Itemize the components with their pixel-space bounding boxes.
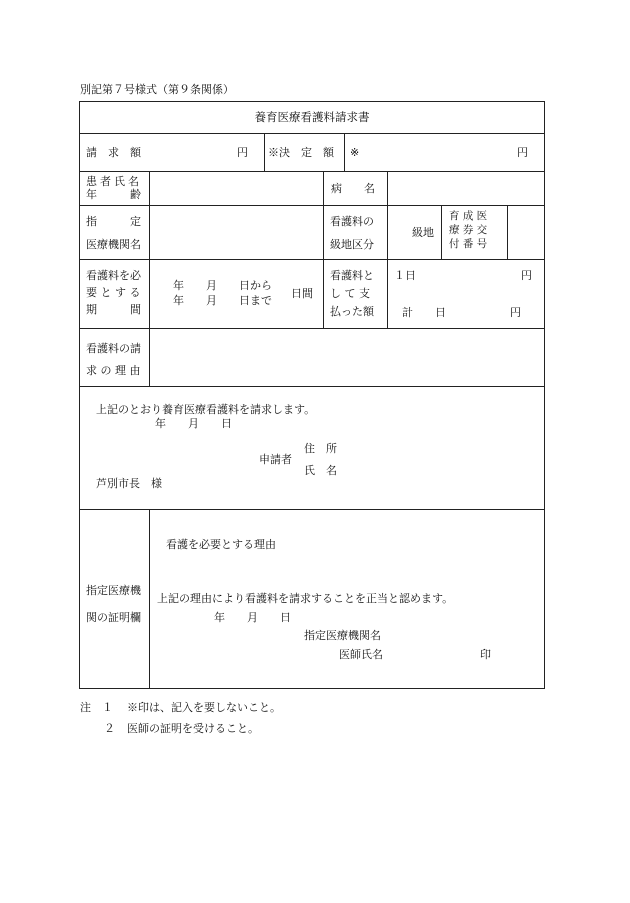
note-2-prefix: ２ [104,722,115,735]
claim-amount-label: 請 求 額 [86,146,141,159]
area-grade-label-b: 級地区分 [330,238,374,251]
addressee: 芦別市長 様 [96,477,162,490]
period-label-a: 看護料を必 [86,269,141,282]
period-from: 年 月 日から [173,279,272,292]
reason-label-a: 看護料の請 [86,342,141,355]
per-day-yen: 円 [521,269,532,282]
patient-name-label: 患者氏名 [86,175,142,188]
period-to: 年 月 日まで [173,294,272,307]
paid-label-a: 看護料と [330,269,374,282]
paid-label-c: 払った額 [330,305,374,318]
claim-amount-yen: 円 [237,146,248,159]
institution-name-label: 指定医療機関名 [304,629,381,642]
applicant-name-label: 氏 名 [304,464,337,477]
disease-label: 病 名 [331,182,375,195]
institution-label-b: 医療機関名 [86,238,141,251]
certification-statement: 上記の理由により看護料を請求することを正当と認めます。 [157,592,454,605]
grade-label: 級地 [412,226,434,239]
institution-label-a: 指 定 [86,215,141,228]
ticket-label-a: 育 成 医 [449,210,488,222]
seal-mark: 印 [480,648,491,661]
period-label-c: 期 間 [86,303,141,316]
ticket-label-b: 療 券 交 [449,224,488,236]
decision-mark: ※ [350,146,360,159]
care-reason-heading: 看護を必要とする理由 [166,538,276,551]
form-title: 養育医療看護料請求書 [254,110,370,124]
period-days: 日間 [291,287,313,300]
age-label: 年 齢 [86,188,141,201]
decision-amount-yen: 円 [517,146,528,159]
note-2-text: 医師の証明を受けること。 [127,722,259,735]
certification-label-a: 指定医療機 [86,584,141,597]
declaration-text: 上記のとおり養育医療看護料を請求します。 [96,403,316,416]
reason-label-b: 求 の 理 由 [86,364,141,377]
applicant-label: 申請者 [259,453,292,466]
declaration-date: 年 月 日 [155,417,232,430]
paid-label-b: し て 支 [330,287,370,300]
certification-date: 年 月 日 [214,611,291,624]
ticket-label-c: 付 番 号 [449,238,488,250]
note-1-prefix: 注 １ [80,701,113,714]
area-grade-label-a: 看護料の [330,215,374,228]
certification-label-b: 関の証明欄 [86,611,141,624]
total-yen: 円 [510,306,521,319]
total-days-label: 計 日 [402,306,446,319]
applicant-address-label: 住 所 [304,442,337,455]
note-1-text: ※印は、記入を要しないこと。 [127,701,281,714]
form-id: 別記第７号様式（第９条関係） [80,83,234,96]
decision-amount-label: ※決 定 額 [268,146,334,159]
period-label-b: 要 と す る [86,286,141,299]
per-day-label: １日 [394,269,416,282]
doctor-name-label: 医師氏名 [339,648,383,661]
